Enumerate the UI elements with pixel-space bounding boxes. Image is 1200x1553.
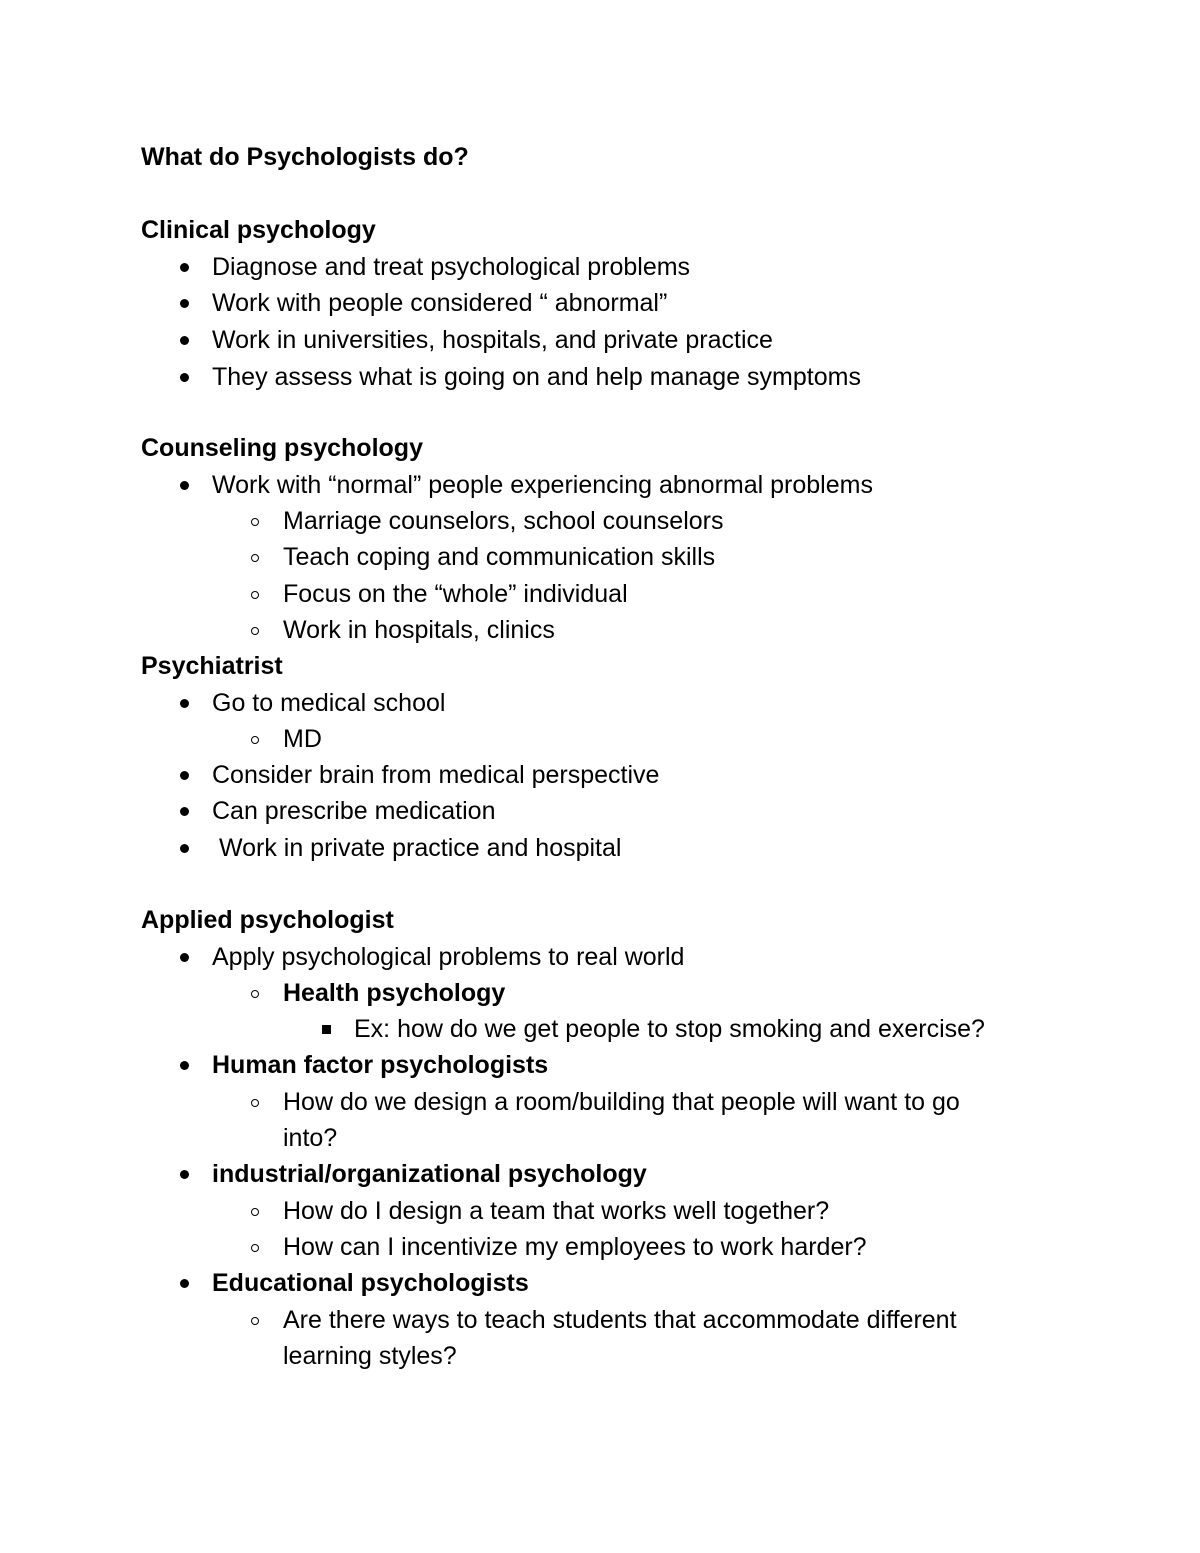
sub-list-item: Marriage counselors, school counselors — [283, 507, 724, 535]
list-item: Go to medical school — [212, 689, 446, 717]
list-item: Work in universities, hospitals, and private practice — [212, 326, 773, 354]
list-item: Diagnose and treat psychological problems — [212, 253, 691, 281]
list-item: Apply psychological problems to real world — [212, 943, 685, 971]
sub-list-item: Are there ways to teach students that accommodate different — [283, 1306, 957, 1334]
list-item: Work in private practice and hospital — [212, 834, 622, 862]
list-item-heading: Educational psychologists — [212, 1269, 529, 1297]
sub-list-item: Teach coping and communication skills — [283, 543, 716, 571]
sub-list-item: How do I design a team that works well together? — [283, 1197, 830, 1225]
section-heading-psychiatrist: Psychiatrist — [141, 652, 283, 680]
sub-list-item-heading: Health psychology — [283, 979, 506, 1007]
sub-list-item: MD — [283, 725, 322, 753]
sub-list-item: Work in hospitals, clinics — [283, 616, 555, 644]
list-item: They assess what is going on and help manage symptoms — [212, 363, 861, 391]
list-item: Work with people considered “ abnormal” — [212, 289, 668, 317]
sub-list-item-continuation: learning styles? — [283, 1342, 457, 1370]
page-title: What do Psychologists do? — [141, 143, 469, 171]
sub-sub-list-item: Ex: how do we get people to stop smoking and exercise? — [354, 1015, 985, 1043]
section-heading-clinical: Clinical psychology — [141, 216, 376, 244]
list-item: Consider brain from medical perspective — [212, 761, 660, 789]
section-heading-applied: Applied psychologist — [141, 906, 394, 934]
list-item: Work with “normal” people experiencing abnormal problems — [212, 471, 873, 499]
list-item: Can prescribe medication — [212, 797, 496, 825]
sub-list-item: How can I incentivize my employees to work harder? — [283, 1233, 867, 1261]
list-item-heading: Human factor psychologists — [212, 1051, 549, 1079]
section-heading-counseling: Counseling psychology — [141, 434, 423, 462]
sub-list-item-continuation: into? — [283, 1124, 338, 1152]
sub-list-item: Focus on the “whole” individual — [283, 580, 628, 608]
sub-list-item: How do we design a room/building that people will want to go — [283, 1088, 960, 1116]
list-item-heading: industrial/organizational psychology — [212, 1160, 647, 1188]
